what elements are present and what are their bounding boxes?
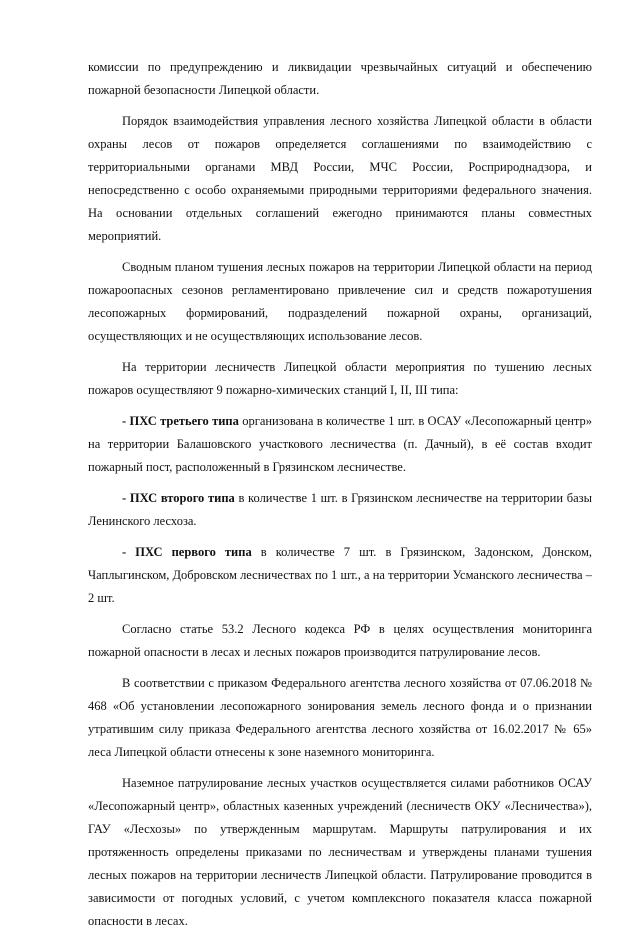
paragraph-summary-plan — [88, 256, 592, 348]
paragraph-text: На территории лесничеств Липецкой области мероприятия по тушению лесных пожаров осуществляют 9 пожарно-химических станций I, II, III типа: — [88, 360, 592, 397]
paragraph-article-53-2 — [88, 618, 592, 664]
paragraph-text: в количестве 7 шт. в Грязинском, Задонском, Донском, Чаплыгинском, Добровском лесничествах по 1 шт., а на территории Усманского лесничества – 2 шт. — [88, 545, 592, 605]
paragraph-order-468 — [88, 672, 592, 764]
paragraph-text: Сводным планом тушения лесных пожаров на территории Липецкой области на период пожароопасных сезонов регламентировано привлечение сил и средств пожаротушения лесопожарных формирований, подразделений пожарной охраны, организаций, осуществляющих и не осуществляющих использование лесов. — [88, 260, 592, 343]
paragraph-commission — [88, 56, 592, 102]
paragraph-ground-patrol — [88, 772, 592, 933]
paragraph-text: в количестве 1 шт. в Грязинском лесничестве на территории базы Ленинского лесхоза. — [88, 491, 592, 528]
paragraph-phs-type-1 — [88, 541, 592, 610]
paragraph-text: комиссии по предупреждению и ликвидации чрезвычайных ситуаций и обеспечению пожарной безопасности Липецкой области. — [88, 60, 592, 97]
paragraph-interaction-order — [88, 110, 592, 248]
paragraph-phs-type-2 — [88, 487, 592, 533]
paragraph-text: Согласно статье 53.2 Лесного кодекса РФ в целях осуществления мониторинга пожарной опасности в лесах и лесных пожаров производится патрулирование лесов. — [88, 622, 592, 659]
paragraph-stations-intro — [88, 356, 592, 402]
paragraph-text: Наземное патрулирование лесных участков осуществляется силами работников ОСАУ «Лесопожарный центр», областных казенных учреждений (лесничеств ОКУ «Лесничества»), ГАУ «Лесхозы» по утвержденным маршрутам. Маршруты патрулирования и их протяженность определены приказами по лесничествам и утверждены планами тушения лесных пожаров на территории лесничеств Липецкой области. Патрулирование проводится в зависимости от погодных условий, с учетом комплексного показателя класса пожарной опасности в лесах. — [88, 776, 592, 928]
paragraph-text: организована в количестве 1 шт. в ОСАУ «Лесопожарный центр» на территории Балашовского участкового лесничества (п. Дачный), в её состав входит пожарный пост, расположенный в Грязинском лесничестве. — [88, 414, 593, 474]
paragraph-bold-lead: - ПХС третьего типа — [122, 414, 239, 428]
paragraph-text: Порядок взаимодействия управления лесного хозяйства Липецкой области в области охраны лесов от пожаров определяется соглашениями по взаимодействию с территориальными органами МВД России, МЧС России, Росприроднадзора, и непосредственно с особо охраняемыми природными территориями федерального значения. На основании отдельных соглашений ежегодно принимаются планы совместных мероприятий. — [88, 114, 592, 243]
paragraph-bold-lead: - ПХС первого типа — [122, 545, 252, 559]
paragraph-bold-lead: - ПХС второго типа — [122, 491, 235, 505]
paragraph-text: В соответствии с приказом Федерального агентства лесного хозяйства от 07.06.2018 № 468 «Об установлении лесопожарного зонирования земель лесного фонда и о признании утратившим силу приказа Федерального агентства лесного хозяйства от 16.02.2017 № 65» леса Липецкой области отнесены к зоне наземного мониторинга. — [88, 676, 592, 759]
paragraph-phs-type-3 — [88, 410, 592, 479]
